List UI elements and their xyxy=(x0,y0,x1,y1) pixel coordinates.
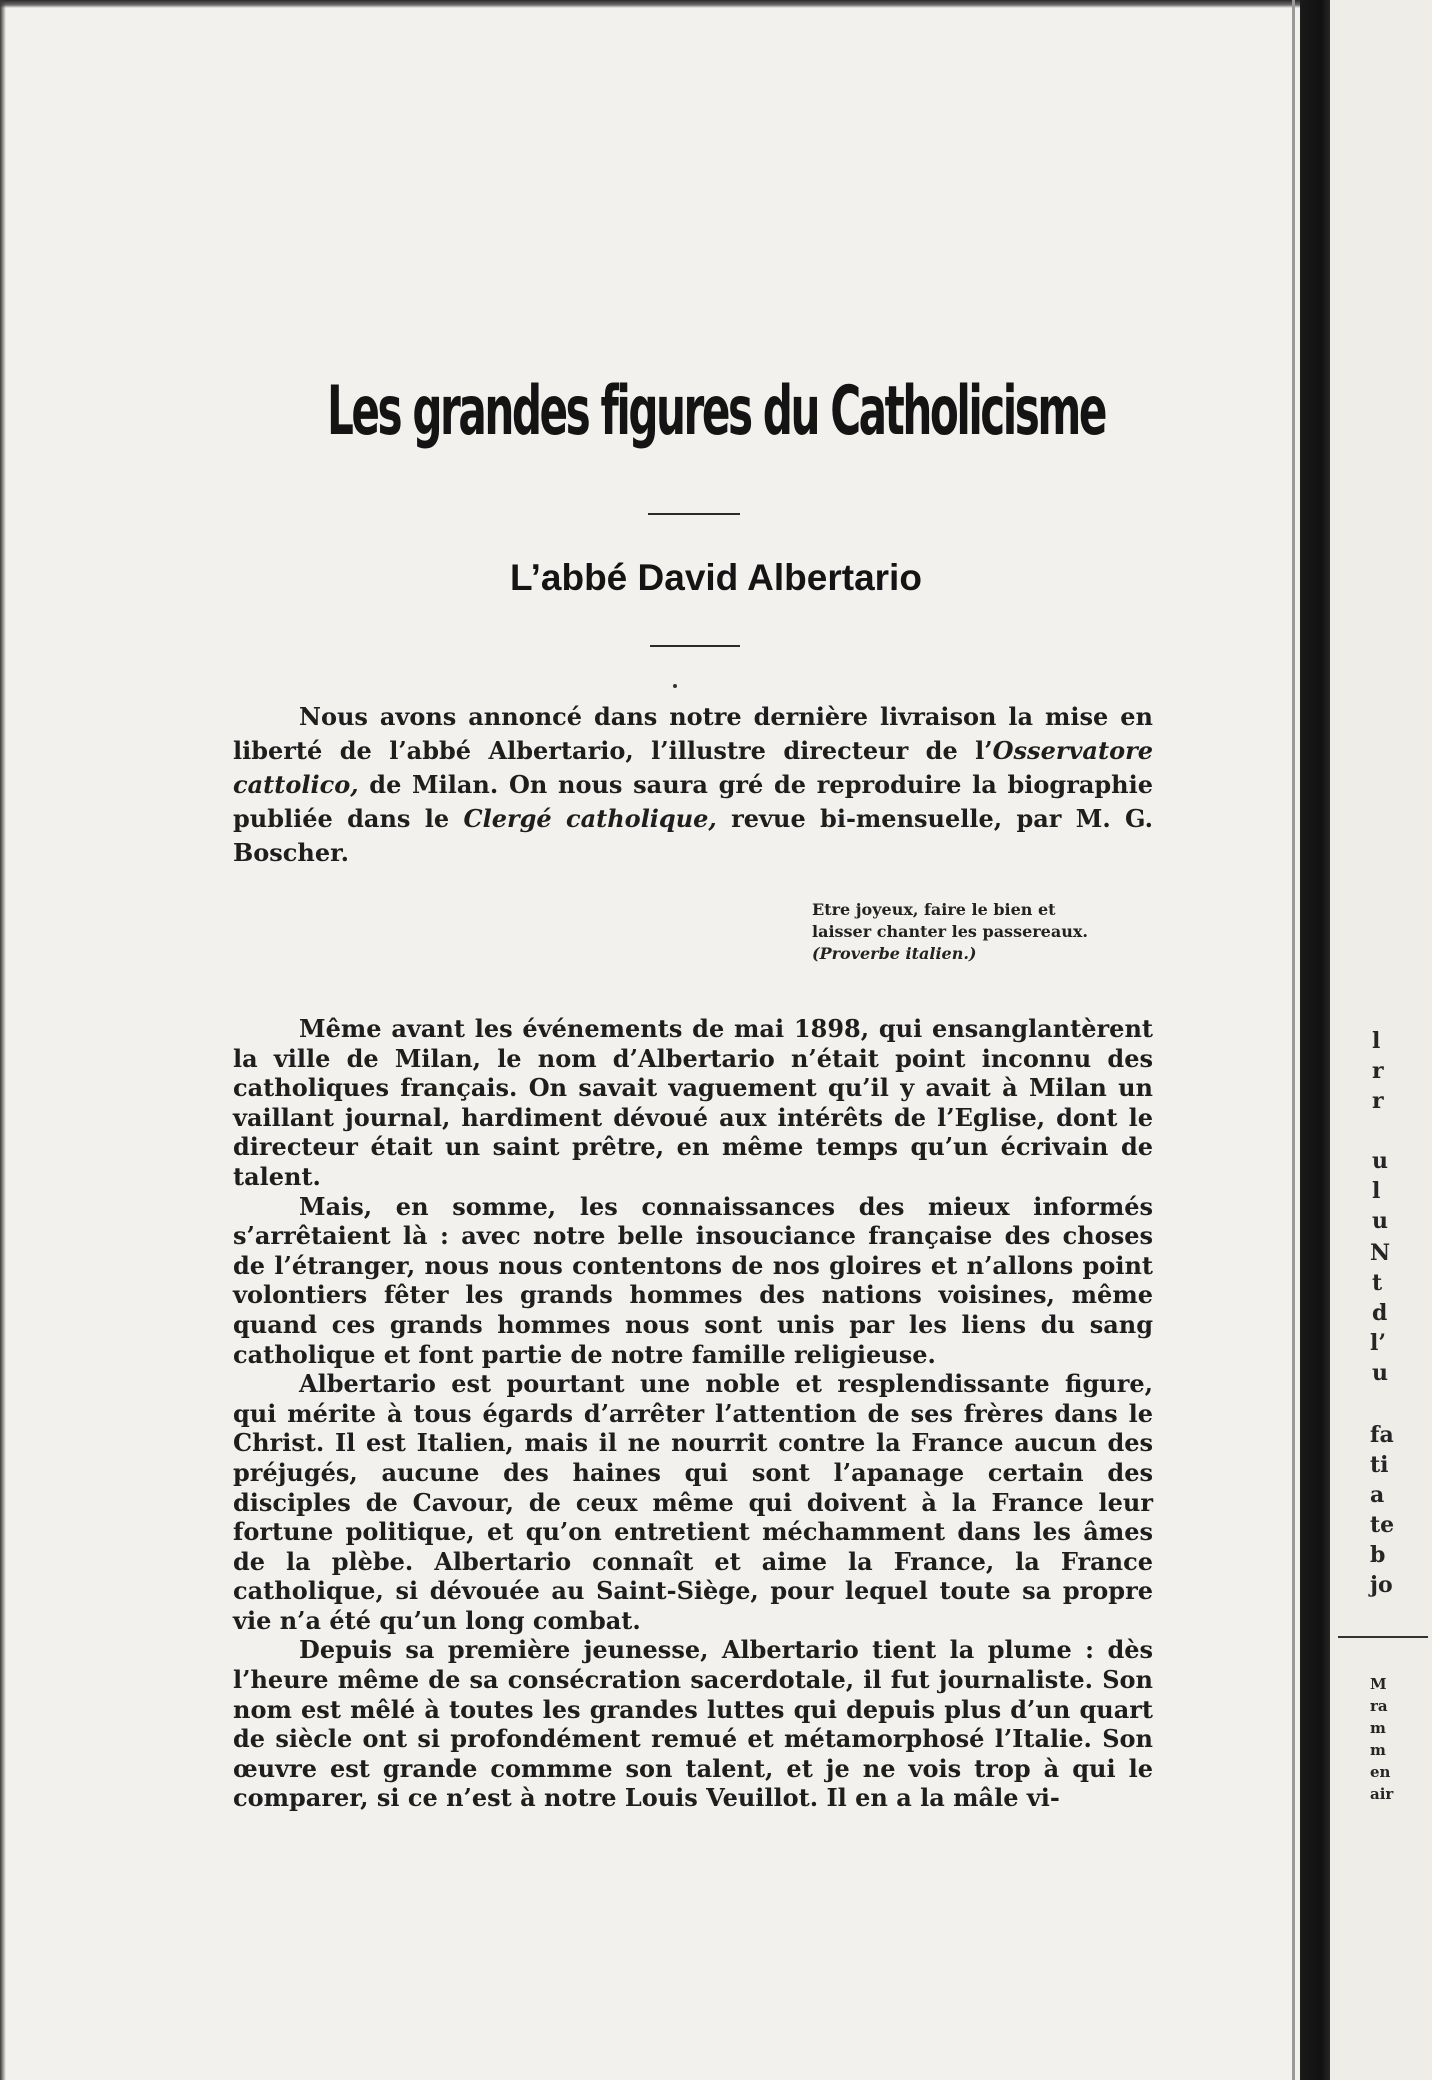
facing-page-fragment: u xyxy=(1372,1148,1388,1174)
body-paragraph: Mais, en somme, les connaissances des mieux informés s’arrêtaient là : avec notre belle insouciance française des choses de l’étranger, nous nous contentons de nos gloires et n’allons point volontiers fêter les grands hommes des nations voisines, même quand ces grands hommes nous sont unis par les liens du sang catholique et font partie de notre famille religieuse. xyxy=(233,1191,1153,1369)
intro-text: Nous avons annoncé dans notre dernière livraison la mise en liberté de l’abbé Albertario, l’illustre directeur de l’ xyxy=(233,702,1153,765)
facing-page-fragment: fa xyxy=(1370,1422,1394,1448)
facing-page-fragment: M xyxy=(1370,1675,1387,1693)
subtitle-separator-rule xyxy=(650,645,740,647)
journal-name: Osservatore cattolico, xyxy=(233,736,1153,799)
facing-page xyxy=(1330,0,1432,2080)
facing-page-fragment: u xyxy=(1372,1360,1388,1386)
scan-left-edge xyxy=(0,0,6,2080)
epigraph xyxy=(812,899,1110,965)
epigraph-text: Etre joyeux, faire le bien et laisser chanter les passereaux. xyxy=(812,900,1088,941)
facing-page-fragment: l’ xyxy=(1370,1330,1387,1356)
ornament-dot xyxy=(673,684,677,688)
page-title: Les grandes figures du Catholicisme xyxy=(327,372,1105,451)
intro-text: revue bi-mensuelle, par M. G. Boscher. xyxy=(233,804,1154,867)
intro-text: de Milan. On nous saura gré de reproduire la biographie publiée dans le xyxy=(233,770,1153,833)
facing-page-fragment: u xyxy=(1372,1208,1388,1234)
facing-page-fragment: l xyxy=(1372,1178,1381,1204)
scan-top-edge xyxy=(0,0,1432,8)
facing-page-fragment: r xyxy=(1372,1058,1384,1084)
facing-page-fragment: jo xyxy=(1370,1572,1393,1598)
facing-page-fragment: r xyxy=(1372,1088,1384,1114)
facing-page-fragment: b xyxy=(1370,1542,1386,1568)
page-edge-line xyxy=(1292,0,1295,2080)
title-separator-rule xyxy=(648,513,740,515)
review-name: Clergé catholique, xyxy=(463,804,717,833)
facing-page-fragment: d xyxy=(1372,1300,1388,1326)
facing-page-fragment: ra xyxy=(1370,1697,1388,1715)
body-paragraph: Même avant les événements de mai 1898, qui ensanglantèrent la ville de Milan, le nom d’Albertario n’était point inconnu des catholiques français. On savait vaguement qu’il y avait à Milan un vaillant journal, hardiment dévoué aux intérêts de l’Eglise, dont le directeur était un saint prêtre, en même temps qu’un écrivain de talent. xyxy=(233,1014,1153,1191)
facing-page-fragment: te xyxy=(1370,1512,1395,1538)
facing-page-fragment: l xyxy=(1372,1028,1381,1054)
facing-page-fragment: t xyxy=(1372,1270,1383,1296)
body-paragraph: Depuis sa première jeunesse, Albertario tient la plume : dès l’heure même de sa consécration sacerdotale, il fut journaliste. Son nom est mêlé à toutes les grandes luttes qui depuis plus d’un quart de siècle ont si profondément remué et métamorphosé l’Italie. Son œuvre est grande commme son talent, et je ne vois trop à qui le comparer, si ce n’est à notre Louis Veuillot. Il en a la mâle vi- xyxy=(233,1635,1153,1813)
facing-page-fragment: m xyxy=(1370,1719,1386,1737)
book-gutter xyxy=(1300,0,1330,2080)
facing-page-fragment: air xyxy=(1370,1785,1394,1803)
epigraph-citation: (Proverbe italien.) xyxy=(812,944,977,963)
article-body xyxy=(233,1014,1153,1813)
body-paragraph: Albertario est pourtant une noble et resplendissante figure, qui mérite à tous égards d’arrêter l’attention de ses frères dans le Christ. Il est Italien, mais il ne nourrit contre la France aucun des préjugés, aucune des haines qui sont l’apanage certain des disciples de Cavour, de ceux même qui doivent à la France leur fortune politique, et qu’on entretient méchamment dans les âmes de la plèbe. Albertario connaît et aime la France, la France catholique, si dévouée au Saint-Siège, pour lequel toute sa propre vie n’a été qu’un long combat. xyxy=(233,1369,1153,1635)
facing-page-fragment: a xyxy=(1370,1482,1385,1508)
facing-page-fragment: N xyxy=(1370,1240,1391,1266)
facing-page-fragment: m xyxy=(1370,1741,1386,1759)
facing-page-rule xyxy=(1338,1636,1428,1638)
facing-page-fragment: en xyxy=(1370,1763,1391,1781)
intro-paragraph xyxy=(233,700,1153,870)
article-subtitle: L’abbé David Albertario xyxy=(510,557,922,598)
facing-page-fragment: ti xyxy=(1370,1452,1389,1478)
